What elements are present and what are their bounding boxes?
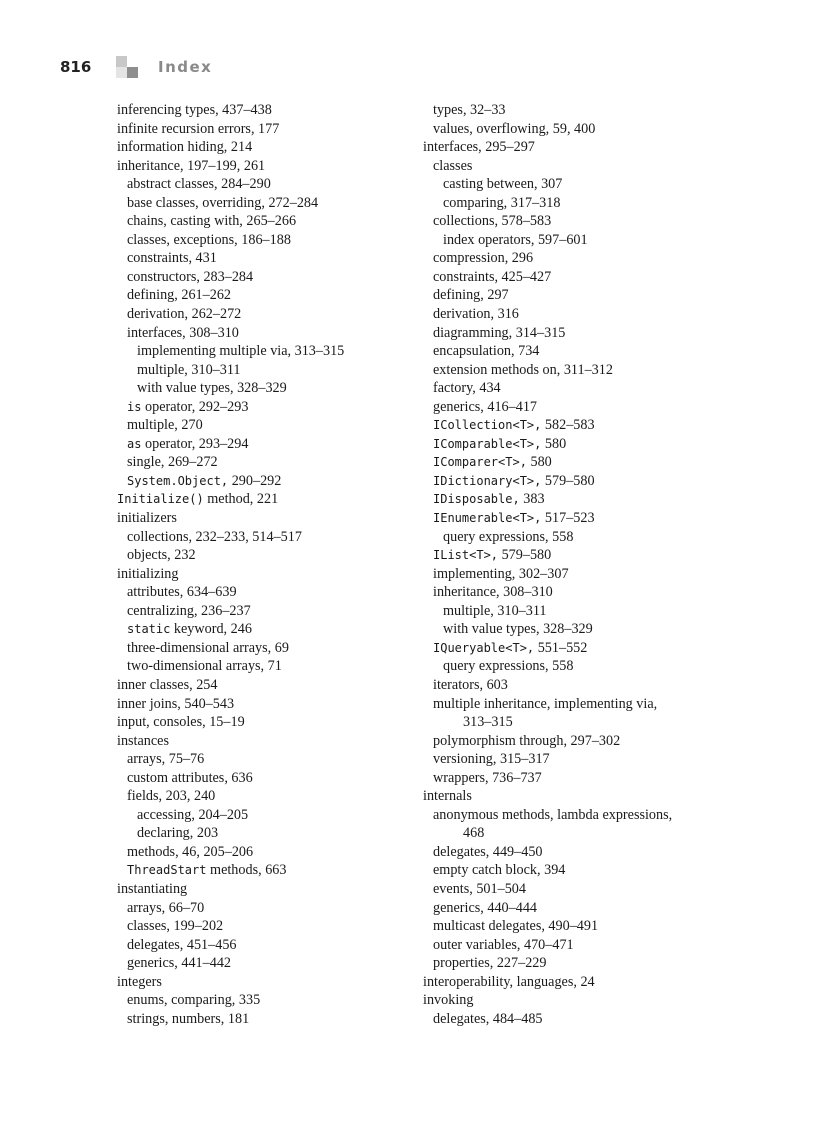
index-entry-code: is	[127, 399, 142, 414]
index-entry-text: defining, 261–262	[127, 287, 232, 304]
index-entry-text: multicast delegates, 490–491	[433, 918, 599, 935]
index-entry	[423, 695, 723, 714]
index-entry	[423, 602, 723, 621]
index-entry	[117, 416, 407, 435]
index-entry-code: as	[127, 436, 142, 451]
section-title: Index	[158, 58, 213, 76]
index-column-right	[423, 101, 723, 1028]
index-entry-text: iterators, 603	[433, 676, 508, 693]
index-entry	[423, 657, 723, 676]
index-entry	[423, 435, 723, 454]
index-entry-text: outer variables, 470–471	[433, 936, 574, 953]
index-entry	[423, 973, 723, 992]
index-entry	[423, 528, 723, 547]
index-entry	[423, 231, 723, 250]
index-entry	[423, 936, 723, 955]
index-entry	[423, 676, 723, 695]
index-entry-text: multiple, 270	[127, 417, 203, 434]
index-entry	[423, 732, 723, 751]
index-entry-text: abstract classes, 284–290	[127, 176, 271, 193]
index-entry	[117, 361, 407, 380]
index-entry	[117, 435, 407, 454]
index-entry	[423, 954, 723, 973]
index-entry-code: Initialize()	[117, 492, 204, 507]
index-entry-text: classes	[433, 157, 473, 174]
index-entry-code: System.Object,	[127, 473, 229, 488]
index-entry	[117, 639, 407, 658]
index-column-left	[117, 101, 407, 1028]
index-entry-text: 517–523	[541, 510, 595, 527]
index-entry	[117, 806, 407, 825]
index-entry	[423, 472, 723, 491]
index-entry-code: ThreadStart	[127, 863, 207, 878]
index-entry	[423, 769, 723, 788]
index-entry	[117, 583, 407, 602]
index-entry	[423, 991, 723, 1010]
index-entry-code: IList<T>,	[433, 548, 499, 563]
index-entry-text: 580	[526, 454, 552, 471]
index-entry-text: wrappers, 736–737	[433, 769, 542, 786]
index-entry-code: IComparable<T>,	[433, 436, 542, 451]
index-entry-text: method, 221	[203, 491, 279, 508]
index-entry	[117, 732, 407, 751]
index-entry	[117, 787, 407, 806]
index-entry-text: interfaces, 308–310	[127, 324, 239, 341]
index-entry	[117, 120, 407, 139]
index-entry	[117, 1010, 407, 1029]
index-entry	[423, 750, 723, 769]
index-entry	[423, 379, 723, 398]
index-entry	[117, 138, 407, 157]
index-entry	[117, 379, 407, 398]
index-entry-text: inheritance, 197–199, 261	[117, 157, 266, 174]
index-entry-text: compression, 296	[433, 250, 534, 267]
index-entry-text: multiple inheritance, implementing via,	[433, 695, 658, 712]
index-entry-text: infinite recursion errors, 177	[117, 120, 280, 137]
index-entry-text: multiple, 310–311	[137, 361, 241, 378]
index-entry	[423, 157, 723, 176]
index-entry	[117, 620, 407, 639]
index-entry	[117, 695, 407, 714]
index-entry-text: centralizing, 236–237	[127, 602, 251, 619]
index-entry	[117, 546, 407, 565]
index-entry	[117, 472, 407, 491]
index-entry-text: arrays, 75–76	[127, 751, 205, 768]
index-entry-text: attributes, 634–639	[127, 584, 237, 601]
index-entry-code: IDictionary<T>,	[433, 473, 542, 488]
index-entry-text: constraints, 431	[127, 250, 217, 267]
index-entry-text: initializers	[117, 510, 177, 527]
index-entry	[117, 249, 407, 268]
index-entry-text: generics, 416–417	[433, 398, 538, 415]
index-entry	[423, 194, 723, 213]
index-entry-text: 383	[519, 491, 545, 508]
index-entry-code: IQueryable<T>,	[433, 640, 535, 655]
index-entry-text: with value types, 328–329	[443, 621, 593, 638]
index-entry	[423, 175, 723, 194]
index-entry-text: derivation, 262–272	[127, 306, 242, 323]
index-entry-text: interfaces, 295–297	[423, 139, 535, 156]
page-number: 816	[60, 58, 92, 76]
index-entry-text: two-dimensional arrays, 71	[127, 658, 282, 675]
index-entry	[117, 861, 407, 880]
index-entry-text: 579–580	[498, 547, 552, 564]
index-entry	[117, 157, 407, 176]
index-entry-text: keyword, 246	[170, 621, 252, 638]
index-entry-text: collections, 578–583	[433, 213, 552, 230]
index-entry-text: implementing multiple via, 313–315	[137, 343, 345, 360]
index-entry	[117, 212, 407, 231]
section-marker-icon	[116, 56, 140, 78]
index-entry	[423, 416, 723, 435]
index-entry	[423, 824, 723, 843]
index-entry-text: with value types, 328–329	[137, 380, 287, 397]
index-entry-text: polymorphism through, 297–302	[433, 732, 621, 749]
index-entry	[423, 843, 723, 862]
index-entry-text: query expressions, 558	[443, 658, 574, 675]
index-entry-text: events, 501–504	[433, 880, 526, 897]
index-entry-text: 580	[541, 435, 567, 452]
index-entry-text: internals	[423, 788, 472, 805]
index-entry-text: derivation, 316	[433, 306, 519, 323]
index-entry	[423, 249, 723, 268]
index-entry-text: inheritance, 308–310	[433, 584, 553, 601]
index-entry	[117, 490, 407, 509]
index-entry-code: ICollection<T>,	[433, 418, 542, 433]
index-entry	[423, 101, 723, 120]
index-entry	[117, 101, 407, 120]
index-entry	[117, 194, 407, 213]
index-entry-text: chains, casting with, 265–266	[127, 213, 297, 230]
index-entry	[423, 546, 723, 565]
page-header	[60, 56, 360, 80]
index-entry-text: accessing, 204–205	[137, 806, 249, 823]
index-entry-text: generics, 440–444	[433, 899, 538, 916]
index-entry	[423, 806, 723, 825]
index-entry	[423, 787, 723, 806]
index-entry-text: defining, 297	[433, 287, 509, 304]
index-entry-text: operator, 292–293	[141, 398, 249, 415]
index-entry	[117, 268, 407, 287]
index-entry	[423, 361, 723, 380]
index-entry-text: single, 269–272	[127, 454, 218, 471]
index-entry-text: delegates, 451–456	[127, 936, 237, 953]
index-entry	[117, 305, 407, 324]
index-entry-text: 468	[463, 825, 485, 842]
index-entry	[117, 769, 407, 788]
index-entry-text: classes, exceptions, 186–188	[127, 231, 291, 248]
index-entry-text: types, 32–33	[433, 102, 506, 118]
index-entry-text: encapsulation, 734	[433, 343, 540, 360]
index-entry-text: declaring, 203	[137, 825, 219, 842]
index-entry	[423, 1010, 723, 1029]
index-entry	[117, 565, 407, 584]
index-entry-text: multiple, 310–311	[443, 602, 547, 619]
index-entry-text: operator, 293–294	[141, 435, 249, 452]
index-entry-text: methods, 663	[206, 862, 287, 879]
index-entry	[423, 286, 723, 305]
index-entry	[117, 843, 407, 862]
index-entry-text: arrays, 66–70	[127, 899, 205, 916]
index-entry	[117, 750, 407, 769]
index-entry-text: input, consoles, 15–19	[117, 714, 245, 731]
index-entry-text: index operators, 597–601	[443, 231, 588, 248]
index-entry	[423, 509, 723, 528]
index-entry	[117, 824, 407, 843]
index-entry	[117, 398, 407, 417]
index-entry-text: diagramming, 314–315	[433, 324, 566, 341]
index-entry	[423, 880, 723, 899]
index-entry-code: IDisposable,	[433, 492, 520, 507]
index-entry-text: 290–292	[228, 472, 282, 489]
index-entry	[117, 899, 407, 918]
index-entry-text: integers	[117, 973, 162, 990]
index-entry	[117, 917, 407, 936]
index-entry	[117, 936, 407, 955]
index-entry-text: instantiating	[117, 880, 188, 897]
index-entry-text: information hiding, 214	[117, 139, 253, 156]
index-entry-text: instances	[117, 732, 170, 749]
index-entry	[117, 973, 407, 992]
index-entry-text: factory, 434	[433, 380, 501, 397]
index-entry	[117, 676, 407, 695]
index-entry-text: collections, 232–233, 514–517	[127, 528, 302, 545]
index-entry-text: three-dimensional arrays, 69	[127, 639, 289, 656]
index-entry	[423, 138, 723, 157]
index-entry-text: enums, comparing, 335	[127, 992, 261, 1009]
index-entry-text: classes, 199–202	[127, 918, 224, 935]
index-entry	[117, 342, 407, 361]
index-entry	[423, 620, 723, 639]
index-entry-text: 582–583	[541, 417, 595, 434]
index-entry	[117, 954, 407, 973]
index-entry	[423, 565, 723, 584]
index-entry-text: 579–580	[541, 472, 595, 489]
index-entry-code: static	[127, 622, 171, 637]
index-entry	[423, 713, 723, 732]
index-entry-text: extension methods on, 311–312	[433, 361, 613, 378]
index-entry	[117, 509, 407, 528]
index-entry	[423, 324, 723, 343]
index-entry-text: properties, 227–229	[433, 955, 547, 972]
index-entry-text: fields, 203, 240	[127, 788, 216, 805]
index-entry-text: constraints, 425–427	[433, 268, 552, 285]
index-entry-text: objects, 232	[127, 547, 196, 564]
index-entry	[423, 305, 723, 324]
index-entry-text: initializing	[117, 565, 179, 582]
index-entry	[423, 398, 723, 417]
index-entry-text: inner classes, 254	[117, 676, 218, 693]
index-entry-text: delegates, 449–450	[433, 843, 543, 860]
index-entry-text: implementing, 302–307	[433, 565, 569, 582]
index-entry	[117, 991, 407, 1010]
index-entry	[117, 175, 407, 194]
index-entry	[423, 639, 723, 658]
index-entry-text: anonymous methods, lambda expressions,	[433, 806, 673, 823]
index-entry-text: 313–315	[463, 714, 513, 731]
index-entry-text: values, overflowing, 59, 400	[433, 120, 596, 137]
index-entry-text: invoking	[423, 992, 474, 1009]
index-entry	[117, 602, 407, 621]
index-entry-text: methods, 46, 205–206	[127, 843, 254, 860]
index-entry	[117, 286, 407, 305]
index-entry-text: casting between, 307	[443, 176, 563, 193]
index-entry	[423, 583, 723, 602]
index-entry-text: comparing, 317–318	[443, 194, 561, 211]
index-entry-code: IComparer<T>,	[433, 455, 527, 470]
index-entry-text: constructors, 283–284	[127, 268, 254, 285]
index-entry-text: custom attributes, 636	[127, 769, 253, 786]
index-entry	[117, 231, 407, 250]
index-entry	[423, 917, 723, 936]
index-entry-text: empty catch block, 394	[433, 862, 566, 879]
index-entry	[117, 528, 407, 547]
index-entry-text: inner joins, 540–543	[117, 695, 235, 712]
index-entry-text: base classes, overriding, 272–284	[127, 194, 319, 211]
index-entry	[117, 713, 407, 732]
index-entry	[423, 212, 723, 231]
index-entry-text: delegates, 484–485	[433, 1010, 543, 1027]
index-entry	[117, 657, 407, 676]
index-entry-text: versioning, 315–317	[433, 751, 550, 768]
index-entry	[423, 453, 723, 472]
index-entry-code: IEnumerable<T>,	[433, 511, 542, 526]
index-entry-text: strings, numbers, 181	[127, 1010, 250, 1027]
index-entry	[117, 453, 407, 472]
index-entry-text: query expressions, 558	[443, 528, 574, 545]
index-entry-text: 551–552	[534, 639, 588, 656]
index-entry-text: inferencing types, 437–438	[117, 102, 272, 118]
index-entry	[423, 268, 723, 287]
index-entry	[423, 899, 723, 918]
index-entry-text: interoperability, languages, 24	[423, 973, 595, 990]
index-entry	[117, 880, 407, 899]
index-entry	[423, 490, 723, 509]
index-entry	[423, 120, 723, 139]
index-entry-text: generics, 441–442	[127, 955, 232, 972]
index-entry	[117, 324, 407, 343]
index-entry	[423, 342, 723, 361]
index-entry	[423, 861, 723, 880]
